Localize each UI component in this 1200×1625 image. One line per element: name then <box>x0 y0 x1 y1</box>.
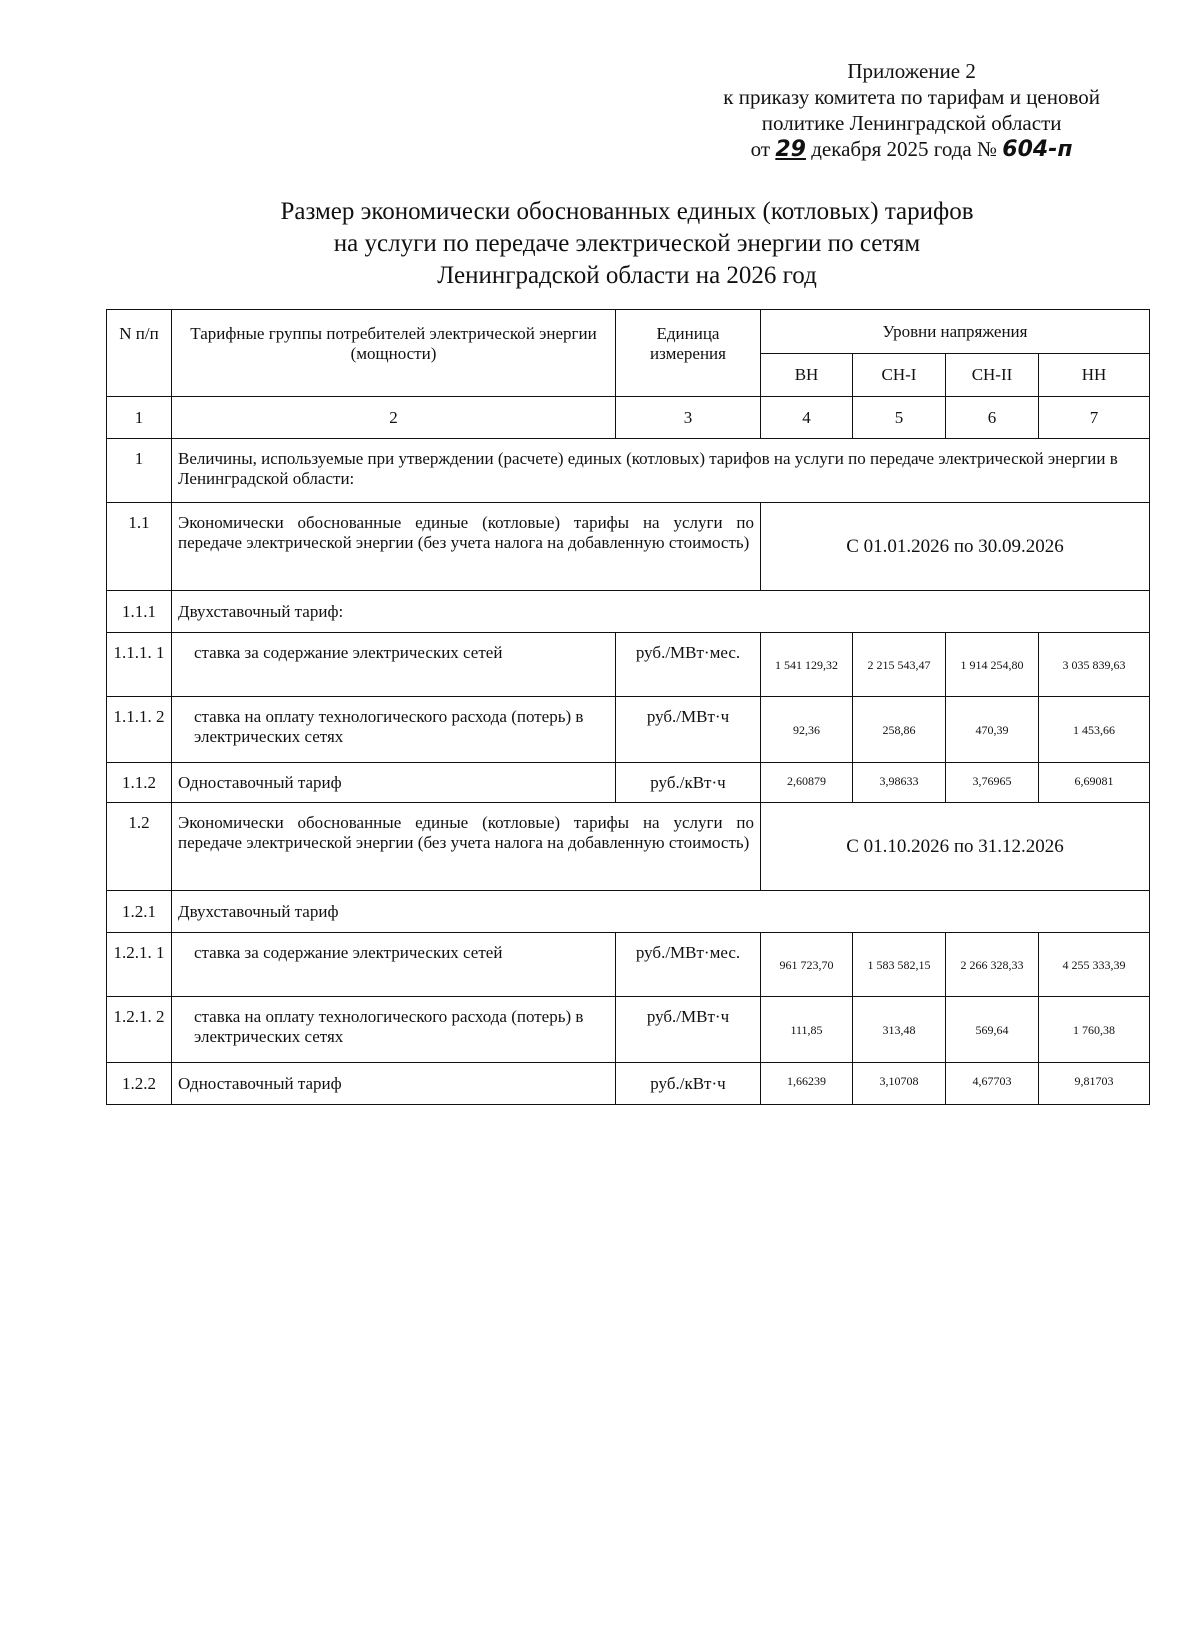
table-row <box>107 763 1150 803</box>
value-nn: 1 453,66 <box>1039 697 1150 763</box>
col-number: 3 <box>616 397 761 439</box>
table-row <box>107 591 1150 633</box>
row-num: 1.2.1. 1 <box>107 933 172 997</box>
value-sn2: 470,39 <box>946 697 1039 763</box>
period-label: С 01.01.2026 по 30.09.2026 <box>761 503 1150 591</box>
value-sn1: 313,48 <box>853 997 946 1063</box>
header-sn2: СН-II <box>946 354 1039 397</box>
row-num: 1.1.1. 1 <box>107 633 172 697</box>
date-prefix: от <box>750 137 771 161</box>
header-sn1: СН-I <box>853 354 946 397</box>
row-num: 1.2.1 <box>107 891 172 933</box>
table-row <box>107 933 1150 997</box>
col-number: 6 <box>946 397 1039 439</box>
title-line-3: Ленинградской области на 2026 год <box>437 262 817 289</box>
row-unit: руб./кВт·ч <box>616 763 761 803</box>
row-text: ставка на оплату технологического расхода (потерь) в электрических сетях <box>172 997 616 1063</box>
value-sn2: 3,76965 <box>946 763 1039 803</box>
row-text: Экономически обоснованные единые (котловые) тарифы на услуги по передаче электрической энергии (без учета налога на добавленную стоимость) <box>172 503 761 591</box>
col-number: 1 <box>107 397 172 439</box>
value-vn: 1 541 129,32 <box>761 633 853 697</box>
handwritten-day: 29 <box>775 137 806 162</box>
row-text: ставка за содержание электрических сетей <box>172 933 616 997</box>
value-sn1: 258,86 <box>853 697 946 763</box>
col-number: 4 <box>761 397 853 439</box>
period-label: С 01.10.2026 по 31.12.2026 <box>761 803 1150 891</box>
appendix-header <box>723 58 1100 163</box>
column-number-row <box>107 397 1150 439</box>
row-unit: руб./МВт·ч <box>616 697 761 763</box>
header-vn: ВН <box>761 354 853 397</box>
table-row <box>107 439 1150 503</box>
table-row <box>107 803 1150 891</box>
order-reference-line: к приказу комитета по тарифам и ценовой <box>723 85 1100 109</box>
header-row-1 <box>107 310 1150 354</box>
table-row <box>107 891 1150 933</box>
row-unit: руб./МВт·мес. <box>616 933 761 997</box>
value-sn2: 1 914 254,80 <box>946 633 1039 697</box>
value-sn2: 2 266 328,33 <box>946 933 1039 997</box>
value-nn: 4 255 333,39 <box>1039 933 1150 997</box>
value-vn: 92,36 <box>761 697 853 763</box>
row-num: 1.1.2 <box>107 763 172 803</box>
row-text: Экономически обоснованные единые (котловые) тарифы на услуги по передаче электрической энергии (без учета налога на добавленную стоимость) <box>172 803 761 891</box>
value-nn: 1 760,38 <box>1039 997 1150 1063</box>
order-date-line <box>723 136 1100 163</box>
value-vn: 961 723,70 <box>761 933 853 997</box>
row-num: 1.1 <box>107 503 172 591</box>
table-row <box>107 697 1150 763</box>
table-row <box>107 503 1150 591</box>
value-nn: 6,69081 <box>1039 763 1150 803</box>
value-sn1: 2 215 543,47 <box>853 633 946 697</box>
value-vn: 1,66239 <box>761 1063 853 1105</box>
value-vn: 2,60879 <box>761 763 853 803</box>
row-unit: руб./МВт·мес. <box>616 633 761 697</box>
value-sn2: 4,67703 <box>946 1063 1039 1105</box>
title-line-2: на услуги по передаче электрической энергии по сетям <box>333 230 921 257</box>
row-num: 1 <box>107 439 172 503</box>
col-number: 2 <box>172 397 616 439</box>
row-text: Величины, используемые при утверждении (расчете) единых (котловых) тарифов на услуги по передаче электрической энергии в Ленинградской области: <box>172 439 1150 503</box>
col-number: 5 <box>853 397 946 439</box>
row-num: 1.2.1. 2 <box>107 997 172 1063</box>
handwritten-order-number: 604-п <box>1002 137 1073 162</box>
document-title <box>0 196 1200 292</box>
value-sn2: 569,64 <box>946 997 1039 1063</box>
row-num: 1.2 <box>107 803 172 891</box>
row-text: Двухставочный тариф: <box>172 591 1150 633</box>
row-text: ставка на оплату технологического расхода (потерь) в электрических сетях <box>172 697 616 763</box>
header-groups: Тарифные группы потребителей электрической энергии (мощности) <box>172 310 616 397</box>
value-nn: 9,81703 <box>1039 1063 1150 1105</box>
title-line-1: Размер экономически обоснованных единых (котловых) тарифов <box>280 198 974 225</box>
value-sn1: 3,98633 <box>853 763 946 803</box>
committee-name-line: политике Ленинградской области <box>761 111 1062 135</box>
col-number: 7 <box>1039 397 1150 439</box>
table-row <box>107 997 1150 1063</box>
tariff-table <box>106 309 1150 1105</box>
table-row <box>107 1063 1150 1105</box>
row-unit: руб./кВт·ч <box>616 1063 761 1105</box>
row-num: 1.2.2 <box>107 1063 172 1105</box>
header-levels: Уровни напряжения <box>761 310 1150 354</box>
row-unit: руб./МВт·ч <box>616 997 761 1063</box>
row-num: 1.1.1. 2 <box>107 697 172 763</box>
appendix-label: Приложение 2 <box>847 59 976 83</box>
row-text: Двухставочный тариф <box>172 891 1150 933</box>
table-row <box>107 633 1150 697</box>
value-vn: 111,85 <box>761 997 853 1063</box>
value-sn1: 1 583 582,15 <box>853 933 946 997</box>
row-text: Одноставочный тариф <box>172 763 616 803</box>
row-text: ставка за содержание электрических сетей <box>172 633 616 697</box>
header-nn: НН <box>1039 354 1150 397</box>
value-nn: 3 035 839,63 <box>1039 633 1150 697</box>
row-text: Одноставочный тариф <box>172 1063 616 1105</box>
date-rest: декабря 2025 года № <box>811 137 998 161</box>
row-num: 1.1.1 <box>107 591 172 633</box>
value-sn1: 3,10708 <box>853 1063 946 1105</box>
header-num: N п/п <box>107 310 172 397</box>
header-unit: Единица измерения <box>616 310 761 397</box>
